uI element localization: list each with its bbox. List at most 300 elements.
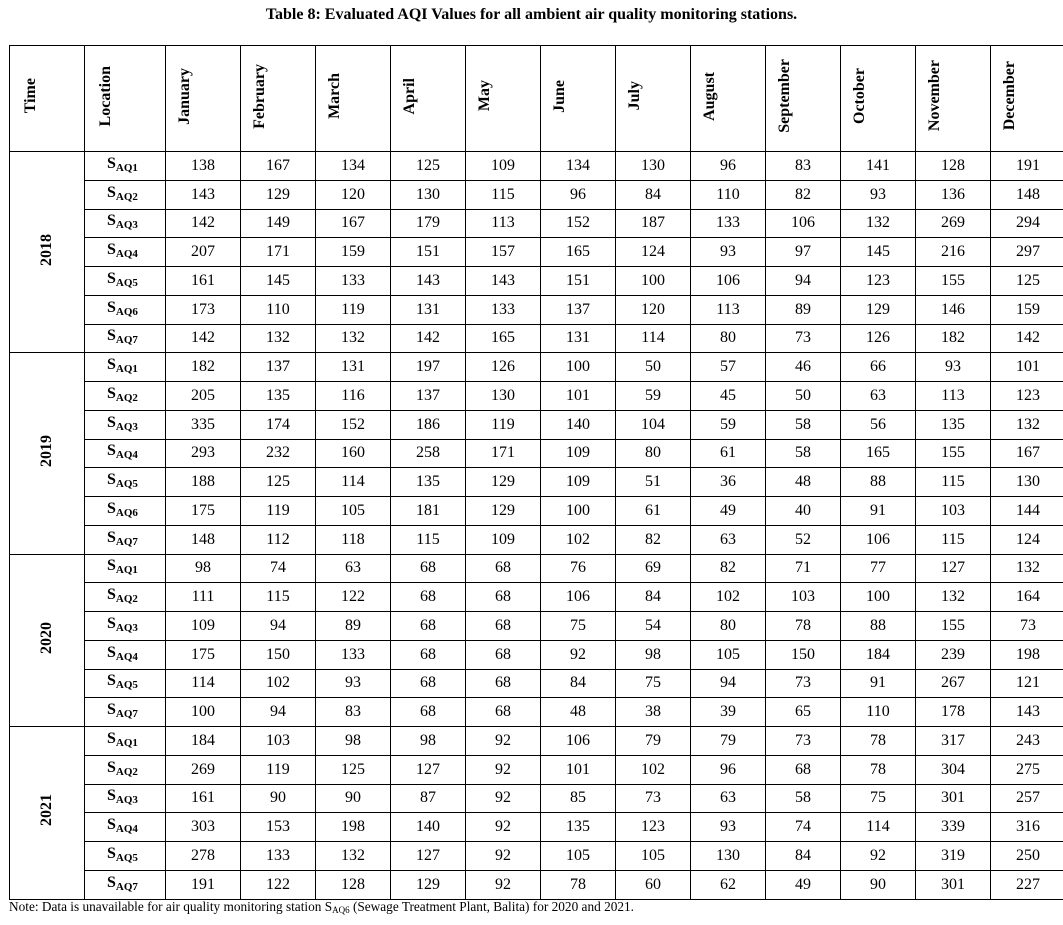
aqi-value-cell: 113	[466, 209, 541, 238]
location-subscript: AQ2	[115, 765, 138, 778]
aqi-value-cell: 80	[691, 324, 766, 353]
aqi-value-cell: 90	[841, 870, 916, 899]
aqi-value-cell: 93	[916, 353, 991, 382]
aqi-value-cell: 149	[241, 209, 316, 238]
aqi-value-cell: 151	[541, 267, 616, 296]
location-cell	[85, 698, 166, 727]
location-cell	[85, 583, 166, 612]
aqi-value-cell: 275	[991, 755, 1063, 784]
aqi-value-cell: 142	[991, 324, 1063, 353]
aqi-value-cell: 103	[241, 727, 316, 756]
aqi-value-cell: 191	[166, 870, 241, 899]
aqi-value-cell: 127	[391, 842, 466, 871]
aqi-value-cell: 46	[766, 353, 841, 382]
location-subscript: AQ7	[115, 535, 138, 548]
aqi-value-cell: 109	[541, 468, 616, 497]
aqi-value-cell: 68	[466, 640, 541, 669]
aqi-value-cell: 105	[616, 842, 691, 871]
year-cell	[10, 727, 85, 900]
location-subscript: AQ4	[115, 449, 138, 462]
aqi-value-cell: 103	[766, 583, 841, 612]
aqi-value-cell: 129	[241, 180, 316, 209]
aqi-value-cell: 148	[166, 525, 241, 554]
aqi-value-cell: 96	[691, 755, 766, 784]
table-body	[10, 152, 1063, 900]
aqi-value-cell: 130	[466, 382, 541, 411]
aqi-value-cell: 125	[391, 152, 466, 181]
aqi-value-cell: 80	[691, 612, 766, 641]
aqi-value-cell: 68	[391, 640, 466, 669]
aqi-value-cell: 82	[691, 554, 766, 583]
table-row	[10, 813, 1063, 842]
header-location	[85, 46, 166, 152]
aqi-value-cell: 66	[841, 353, 916, 382]
aqi-value-cell: 121	[991, 669, 1063, 698]
aqi-value-cell: 124	[616, 238, 691, 267]
header-label: Time	[22, 78, 39, 114]
aqi-value-cell: 150	[766, 640, 841, 669]
location-main: S	[107, 471, 116, 489]
aqi-value-cell: 174	[241, 410, 316, 439]
aqi-value-cell: 319	[916, 842, 991, 871]
aqi-value-cell: 105	[316, 497, 391, 526]
header-label: April	[401, 77, 418, 115]
location-main: S	[107, 586, 116, 604]
aqi-value-cell: 301	[916, 870, 991, 899]
location-subscript: AQ4	[115, 650, 138, 663]
header-month	[991, 46, 1063, 152]
aqi-value-cell: 78	[766, 612, 841, 641]
aqi-value-cell: 100	[166, 698, 241, 727]
location-cell	[85, 238, 166, 267]
aqi-value-cell: 186	[391, 410, 466, 439]
aqi-value-cell: 73	[616, 784, 691, 813]
aqi-value-cell: 74	[241, 554, 316, 583]
aqi-value-cell: 50	[616, 353, 691, 382]
aqi-value-cell: 278	[166, 842, 241, 871]
aqi-value-cell: 165	[466, 324, 541, 353]
aqi-value-cell: 38	[616, 698, 691, 727]
aqi-value-cell: 110	[691, 180, 766, 209]
header-month	[766, 46, 841, 152]
location-cell	[85, 382, 166, 411]
aqi-value-cell: 94	[241, 698, 316, 727]
aqi-value-cell: 129	[466, 497, 541, 526]
table-row	[10, 842, 1063, 871]
aqi-value-cell: 115	[391, 525, 466, 554]
aqi-value-cell: 113	[691, 295, 766, 324]
aqi-value-cell: 84	[541, 669, 616, 698]
table-row	[10, 583, 1063, 612]
location-main: S	[107, 241, 116, 259]
aqi-value-cell: 167	[316, 209, 391, 238]
aqi-value-cell: 182	[166, 353, 241, 382]
header-label: October	[851, 68, 868, 124]
aqi-value-cell: 68	[391, 698, 466, 727]
aqi-value-cell: 335	[166, 410, 241, 439]
aqi-value-cell: 100	[841, 583, 916, 612]
aqi-value-cell: 98	[316, 727, 391, 756]
location-cell	[85, 727, 166, 756]
aqi-value-cell: 92	[466, 784, 541, 813]
location-main: S	[107, 413, 116, 431]
aqi-value-cell: 92	[466, 842, 541, 871]
year-cell	[10, 152, 85, 353]
aqi-value-cell: 122	[316, 583, 391, 612]
aqi-value-cell: 68	[391, 554, 466, 583]
location-cell	[85, 324, 166, 353]
aqi-value-cell: 138	[166, 152, 241, 181]
location-cell	[85, 295, 166, 324]
aqi-value-cell: 137	[541, 295, 616, 324]
location-subscript: AQ5	[115, 478, 138, 491]
table-row	[10, 784, 1063, 813]
header-month	[166, 46, 241, 152]
aqi-value-cell: 73	[991, 612, 1063, 641]
aqi-value-cell: 130	[616, 152, 691, 181]
location-cell	[85, 497, 166, 526]
header-month	[316, 46, 391, 152]
aqi-value-cell: 124	[991, 525, 1063, 554]
header-month	[466, 46, 541, 152]
aqi-value-cell: 140	[391, 813, 466, 842]
table-row	[10, 439, 1063, 468]
aqi-value-cell: 93	[691, 813, 766, 842]
aqi-value-cell: 89	[766, 295, 841, 324]
location-subscript: AQ3	[115, 621, 138, 634]
aqi-value-cell: 125	[241, 468, 316, 497]
aqi-value-cell: 88	[841, 612, 916, 641]
header-label: Location	[97, 65, 114, 127]
aqi-value-cell: 65	[766, 698, 841, 727]
aqi-value-cell: 83	[316, 698, 391, 727]
aqi-value-cell: 101	[991, 353, 1063, 382]
location-main: S	[107, 356, 116, 374]
aqi-value-cell: 152	[316, 410, 391, 439]
location-subscript: AQ5	[115, 851, 138, 864]
aqi-value-cell: 129	[466, 468, 541, 497]
aqi-value-cell: 269	[166, 755, 241, 784]
aqi-value-cell: 78	[541, 870, 616, 899]
aqi-value-cell: 148	[991, 180, 1063, 209]
aqi-value-cell: 136	[916, 180, 991, 209]
aqi-value-cell: 92	[466, 813, 541, 842]
aqi-value-cell: 119	[316, 295, 391, 324]
aqi-value-cell: 68	[466, 669, 541, 698]
aqi-value-cell: 132	[316, 324, 391, 353]
aqi-value-cell: 160	[316, 439, 391, 468]
aqi-value-cell: 184	[166, 727, 241, 756]
aqi-value-cell: 142	[166, 324, 241, 353]
location-cell	[85, 439, 166, 468]
table-row	[10, 698, 1063, 727]
aqi-value-cell: 78	[841, 755, 916, 784]
header-month	[541, 46, 616, 152]
aqi-value-cell: 232	[241, 439, 316, 468]
aqi-value-cell: 91	[841, 669, 916, 698]
aqi-value-cell: 92	[541, 640, 616, 669]
table-row	[10, 640, 1063, 669]
aqi-value-cell: 71	[766, 554, 841, 583]
aqi-value-cell: 58	[766, 784, 841, 813]
table-row	[10, 870, 1063, 899]
aqi-value-cell: 68	[466, 612, 541, 641]
location-subscript: AQ7	[115, 334, 138, 347]
location-main: S	[107, 557, 116, 575]
aqi-value-cell: 78	[841, 727, 916, 756]
location-main: S	[107, 154, 116, 172]
aqi-value-cell: 49	[691, 497, 766, 526]
aqi-value-cell: 73	[766, 669, 841, 698]
aqi-value-cell: 58	[766, 410, 841, 439]
aqi-value-cell: 152	[541, 209, 616, 238]
location-cell	[85, 640, 166, 669]
aqi-value-cell: 58	[766, 439, 841, 468]
aqi-value-cell: 93	[841, 180, 916, 209]
aqi-value-cell: 110	[241, 295, 316, 324]
location-cell	[85, 525, 166, 554]
aqi-value-cell: 143	[466, 267, 541, 296]
aqi-value-cell: 82	[616, 525, 691, 554]
aqi-value-cell: 63	[841, 382, 916, 411]
table-row	[10, 152, 1063, 181]
aqi-value-cell: 115	[916, 468, 991, 497]
aqi-value-cell: 122	[241, 870, 316, 899]
year-label: 2018	[38, 233, 55, 266]
aqi-value-cell: 171	[241, 238, 316, 267]
header-month	[691, 46, 766, 152]
aqi-value-cell: 182	[916, 324, 991, 353]
aqi-value-cell: 143	[991, 698, 1063, 727]
header-time	[10, 46, 85, 152]
table-row	[10, 180, 1063, 209]
table-row	[10, 209, 1063, 238]
aqi-value-cell: 75	[841, 784, 916, 813]
table-title: Table 8: Evaluated AQI Values for all ambient air quality monitoring stations.	[265, 6, 798, 23]
aqi-value-cell: 144	[991, 497, 1063, 526]
aqi-value-cell: 130	[391, 180, 466, 209]
aqi-value-cell: 161	[166, 784, 241, 813]
aqi-value-cell: 91	[841, 497, 916, 526]
aqi-value-cell: 50	[766, 382, 841, 411]
aqi-value-cell: 106	[766, 209, 841, 238]
aqi-value-cell: 80	[616, 439, 691, 468]
table-row	[10, 612, 1063, 641]
aqi-value-cell: 132	[841, 209, 916, 238]
aqi-value-cell: 104	[616, 410, 691, 439]
aqi-value-cell: 59	[691, 410, 766, 439]
aqi-value-cell: 93	[691, 238, 766, 267]
aqi-value-cell: 110	[841, 698, 916, 727]
year-cell	[10, 554, 85, 727]
aqi-value-cell: 143	[166, 180, 241, 209]
location-cell	[85, 870, 166, 899]
aqi-value-cell: 197	[391, 353, 466, 382]
location-subscript: AQ2	[115, 391, 138, 404]
table-row	[10, 238, 1063, 267]
aqi-value-cell: 100	[541, 497, 616, 526]
aqi-value-cell: 61	[616, 497, 691, 526]
aqi-value-cell: 68	[766, 755, 841, 784]
note-prefix: Note: Data is unavailable for air quality monitoring station S	[9, 899, 333, 914]
aqi-value-cell: 127	[916, 554, 991, 583]
location-subscript: AQ5	[115, 276, 138, 289]
aqi-value-cell: 165	[541, 238, 616, 267]
note-suffix: (Sewage Treatment Plant, Balita) for 2020 and 2021.	[349, 899, 634, 914]
aqi-value-cell: 155	[916, 612, 991, 641]
aqi-value-cell: 103	[916, 497, 991, 526]
aqi-value-cell: 132	[241, 324, 316, 353]
aqi-value-cell: 114	[166, 669, 241, 698]
aqi-value-cell: 51	[616, 468, 691, 497]
table-row	[10, 295, 1063, 324]
aqi-value-cell: 137	[391, 382, 466, 411]
location-main: S	[107, 269, 116, 287]
location-subscript: AQ6	[115, 506, 138, 519]
location-cell	[85, 669, 166, 698]
header-month	[841, 46, 916, 152]
table-row	[10, 669, 1063, 698]
aqi-value-cell: 131	[391, 295, 466, 324]
header-row	[10, 46, 1063, 152]
aqi-value-cell: 101	[541, 755, 616, 784]
aqi-value-cell: 87	[391, 784, 466, 813]
location-cell	[85, 209, 166, 238]
location-subscript: AQ3	[115, 420, 138, 433]
header-label: March	[326, 73, 343, 119]
location-main: S	[107, 327, 116, 345]
aqi-value-cell: 205	[166, 382, 241, 411]
aqi-value-cell: 173	[166, 295, 241, 324]
aqi-value-cell: 92	[466, 727, 541, 756]
aqi-value-cell: 125	[991, 267, 1063, 296]
header-label: December	[1001, 61, 1018, 131]
aqi-value-cell: 175	[166, 640, 241, 669]
aqi-value-cell: 106	[841, 525, 916, 554]
aqi-value-cell: 92	[466, 755, 541, 784]
location-subscript: AQ7	[115, 708, 138, 721]
header-month	[391, 46, 466, 152]
aqi-value-cell: 130	[991, 468, 1063, 497]
aqi-value-cell: 119	[241, 497, 316, 526]
note-subscript: AQ6	[332, 905, 350, 915]
aqi-value-cell: 239	[916, 640, 991, 669]
aqi-value-cell: 102	[691, 583, 766, 612]
aqi-value-cell: 301	[916, 784, 991, 813]
location-cell	[85, 755, 166, 784]
aqi-value-cell: 115	[916, 525, 991, 554]
aqi-value-cell: 48	[766, 468, 841, 497]
location-subscript: AQ1	[115, 363, 138, 376]
aqi-value-cell: 227	[991, 870, 1063, 899]
aqi-value-cell: 134	[316, 152, 391, 181]
aqi-value-cell: 100	[541, 353, 616, 382]
aqi-value-cell: 98	[391, 727, 466, 756]
aqi-value-cell: 145	[241, 267, 316, 296]
aqi-value-cell: 112	[241, 525, 316, 554]
aqi-value-cell: 132	[316, 842, 391, 871]
aqi-value-cell: 146	[916, 295, 991, 324]
table-row	[10, 353, 1063, 382]
aqi-value-cell: 98	[616, 640, 691, 669]
aqi-value-cell: 102	[541, 525, 616, 554]
aqi-value-cell: 179	[391, 209, 466, 238]
location-main: S	[107, 672, 116, 690]
aqi-value-cell: 184	[841, 640, 916, 669]
aqi-value-cell: 125	[316, 755, 391, 784]
header-month	[616, 46, 691, 152]
aqi-value-cell: 153	[241, 813, 316, 842]
aqi-value-cell: 132	[991, 410, 1063, 439]
aqi-value-cell: 155	[916, 267, 991, 296]
header-label: January	[176, 67, 193, 125]
aqi-value-cell: 68	[466, 583, 541, 612]
aqi-value-cell: 94	[691, 669, 766, 698]
aqi-value-cell: 97	[766, 238, 841, 267]
aqi-value-cell: 159	[316, 238, 391, 267]
aqi-value-cell: 141	[841, 152, 916, 181]
aqi-value-cell: 75	[616, 669, 691, 698]
aqi-value-cell: 109	[541, 439, 616, 468]
location-subscript: AQ7	[115, 880, 138, 893]
table-row	[10, 382, 1063, 411]
aqi-value-cell: 118	[316, 525, 391, 554]
location-main: S	[107, 528, 116, 546]
location-subscript: AQ1	[115, 564, 138, 577]
table-note	[9, 899, 634, 918]
aqi-value-cell: 178	[916, 698, 991, 727]
aqi-value-cell: 129	[391, 870, 466, 899]
aqi-value-cell: 92	[466, 870, 541, 899]
aqi-value-cell: 36	[691, 468, 766, 497]
table-row	[10, 755, 1063, 784]
aqi-value-cell: 105	[541, 842, 616, 871]
aqi-value-cell: 116	[316, 382, 391, 411]
aqi-value-cell: 83	[766, 152, 841, 181]
aqi-value-cell: 49	[766, 870, 841, 899]
aqi-value-cell: 114	[316, 468, 391, 497]
location-main: S	[107, 873, 116, 891]
aqi-value-cell: 164	[991, 583, 1063, 612]
aqi-value-cell: 119	[466, 410, 541, 439]
location-subscript: AQ6	[115, 305, 138, 318]
location-main: S	[107, 816, 116, 834]
location-cell	[85, 554, 166, 583]
aqi-value-cell: 243	[991, 727, 1063, 756]
aqi-value-cell: 79	[691, 727, 766, 756]
aqi-value-cell: 133	[316, 267, 391, 296]
location-cell	[85, 180, 166, 209]
aqi-value-cell: 151	[391, 238, 466, 267]
location-cell	[85, 267, 166, 296]
aqi-value-cell: 140	[541, 410, 616, 439]
header-label: November	[926, 60, 943, 132]
location-main: S	[107, 298, 116, 316]
aqi-value-cell: 109	[466, 152, 541, 181]
aqi-value-cell: 73	[766, 324, 841, 353]
table-row	[10, 410, 1063, 439]
aqi-value-cell: 129	[841, 295, 916, 324]
aqi-value-cell: 85	[541, 784, 616, 813]
location-cell	[85, 813, 166, 842]
year-cell	[10, 353, 85, 554]
aqi-value-cell: 109	[466, 525, 541, 554]
aqi-value-cell: 57	[691, 353, 766, 382]
aqi-value-cell: 59	[616, 382, 691, 411]
aqi-value-cell: 79	[616, 727, 691, 756]
aqi-value-cell: 126	[841, 324, 916, 353]
aqi-value-cell: 165	[841, 439, 916, 468]
